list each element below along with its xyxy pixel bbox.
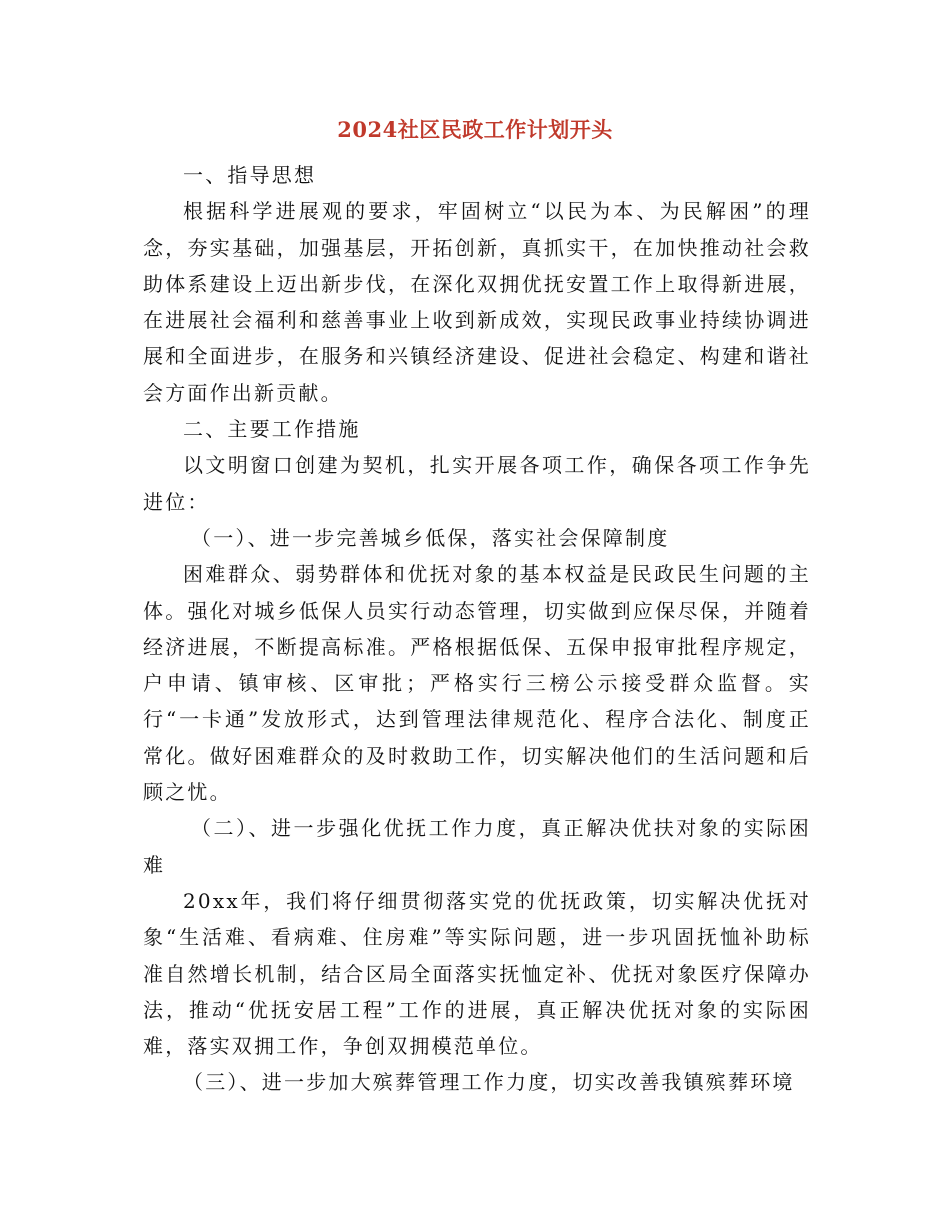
paragraph: 20xx年，我们将仔细贯彻落实党的优抚政策，切实解决优抚对象“生活难、看病难、住房难”等实际问题，进一步巩固抚恤补助标准自然增长机制，结合区局全面落实抚恤定补、优抚对象医疗保障办法，推动“优抚安居工程”工作的进展，真正解决优抚对象的实际困难，落实双拥工作，争创双拥模范单位。 xyxy=(143,888,811,1059)
section-heading: 二、主要工作措施 xyxy=(183,417,361,442)
subsection-heading: （三）、进一步加大殡葬管理工作力度，切实改善我镇殡葬环境 xyxy=(183,1070,795,1095)
section-heading: 一、指导思想 xyxy=(183,163,317,187)
document-body xyxy=(143,157,811,1101)
subsection-heading: （一）、进一步完善城乡低保，落实社会保障制度 xyxy=(191,525,670,550)
paragraph: 根据科学进展观的要求，牢固树立“以民为本、为民解困”的理念，夯实基础，加强基层，开拓创新，真抓实干，在加快推动社会救助体系建设上迈出新步伐，在深化双拥优抚安置工作上取得新进展，在进展社会福利和慈善事业上收到新成效，实现民政事业持续协调进展和全面进步，在服务和兴镇经济建设、促进社会稳定、构建和谐社会方面作出新贡献。 xyxy=(143,199,811,405)
document-title: 2024社区民政工作计划开头 xyxy=(337,117,613,142)
paragraph: 困难群众、弱势群体和优抚对象的基本权益是民政民生问题的主体。强化对城乡低保人员实行动态管理，切实做到应保尽保，并随着经济进展，不断提高标准。严格根据低保、五保申报审批程序规定，户申请、镇审核、区审批；严格实行三榜公示接受群众监督。实行“一卡通”发放形式，达到管理法律规范化、程序合法化、制度正常化。做好困难群众的及时救助工作，切实解决他们的生活问题和后顾之忧。 xyxy=(143,562,811,805)
paragraph: 以文明窗口创建为契机，扎实开展各项工作，确保各项工作争先进位： xyxy=(143,453,811,514)
subsection-heading: （二）、进一步强化优抚工作力度，真正解决优扶对象的实际困难 xyxy=(143,816,811,877)
